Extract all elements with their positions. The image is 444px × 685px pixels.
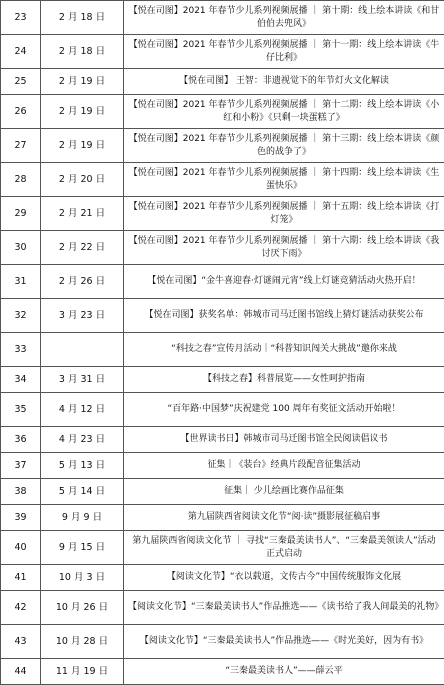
row-number-cell: 28 [1,163,41,197]
row-content-cell: 第九届陕西省阅读文化节 ｜ 寻找“三秦最美读书人”、“三秦最美领读人”活动正式启动 [124,531,444,565]
row-date-cell: 4 月 23 日 [41,427,124,453]
row-number-cell: 41 [1,565,41,591]
row-date-cell [41,333,124,367]
table-row [1,591,444,625]
row-content-cell: 【阅读文化节】“三秦最美读书人”作品推选——《读书给了我人间最美的礼物》 [124,591,444,625]
row-number-cell: 24 [1,35,41,69]
row-date-cell: 2 月 20 日 [41,163,124,197]
row-date-cell: 2 月 26 日 [41,265,124,299]
row-date-cell: 2 月 18 日 [41,35,124,69]
row-content-cell: 【悦在司图】2021 年春节少儿系列视频展播 ｜ 第十三期：线上绘本讲读《颜色的战争了》 [124,129,444,163]
row-number-cell: 34 [1,367,41,393]
row-number-cell: 35 [1,393,41,427]
table-row [1,1,444,35]
row-content-cell: 【悦在司图】2021 年春节少儿系列视频展播 ｜ 第十五期：线上绘本讲读《打灯笼》 [124,197,444,231]
row-date-cell: 2 月 22 日 [41,231,124,265]
row-number-cell: 31 [1,265,41,299]
row-content-cell: 【悦在司图】“金牛喜迎春·灯谜闹元宵”线上灯谜竞猜活动火热开启！ [124,265,444,299]
row-content-cell: 【悦在司图】2021 年春节少儿系列视频展播 ｜ 第十四期：线上绘本讲读《生蛋快乐》 [124,163,444,197]
table-row [1,265,444,299]
row-date-cell: 9 月 9 日 [41,505,124,531]
table-row [1,453,444,479]
row-date-cell: 2 月 21 日 [41,197,124,231]
table-row [1,163,444,197]
table-row [1,479,444,505]
row-content-cell: “科技之春”宣传月活动｜“科普知识闯关大挑战”邀你来战 [124,333,444,367]
row-content-cell: 【悦在司图】2021 年春节少儿系列视频展播 ｜ 第十期：线上绘本讲读《和甘伯伯去兜风》 [124,1,444,35]
row-date-cell: 10 月 26 日 [41,591,124,625]
table-row [1,427,444,453]
row-date-cell: 11 月 19 日 [41,659,124,685]
table-row [1,35,444,69]
table-row [1,129,444,163]
row-number-cell: 36 [1,427,41,453]
row-number-cell: 32 [1,299,41,333]
row-content-cell: 【阅读文化节】“衣以载道，文传古今”中国传统服饰文化展 [124,565,444,591]
row-number-cell: 23 [1,1,41,35]
table-row [1,95,444,129]
row-content-cell: 【阅读文化节】“三秦最美读书人”作品推选——《时光美好，因为有书》 [124,625,444,659]
row-number-cell: 29 [1,197,41,231]
row-date-cell: 3 月 23 日 [41,299,124,333]
row-number-cell: 27 [1,129,41,163]
row-number-cell: 39 [1,505,41,531]
table-row [1,367,444,393]
table-row [1,393,444,427]
table-row [1,505,444,531]
row-date-cell: 5 月 14 日 [41,479,124,505]
row-number-cell: 44 [1,659,41,685]
row-date-cell: 9 月 15 日 [41,531,124,565]
row-number-cell: 40 [1,531,41,565]
table-row [1,69,444,95]
table-row [1,333,444,367]
row-number-cell: 37 [1,453,41,479]
row-number-cell: 25 [1,69,41,95]
row-number-cell: 38 [1,479,41,505]
row-content-cell: 征集｜ 少儿绘画比赛作品征集 [124,479,444,505]
row-date-cell: 2 月 19 日 [41,95,124,129]
row-date-cell: 4 月 12 日 [41,393,124,427]
row-number-cell: 30 [1,231,41,265]
row-number-cell: 43 [1,625,41,659]
row-content-cell: “三秦最美读书人”——薛云平 [124,659,444,685]
table-body [1,1,444,685]
table-row [1,531,444,565]
table-row [1,197,444,231]
row-content-cell: 【悦在司图】2021 年春节少儿系列视频展播 ｜ 第十六期：线上绘本讲读《我讨厌下雨》 [124,231,444,265]
row-date-cell: 2 月 19 日 [41,69,124,95]
row-content-cell: 征集｜《装台》经典片段配音征集活动 [124,453,444,479]
row-date-cell: 3 月 31 日 [41,367,124,393]
table-row [1,659,444,685]
table-row [1,625,444,659]
row-content-cell: 【科技之春】科普展览——女性呵护指南 [124,367,444,393]
row-content-cell: 【悦在司图】获奖名单：韩城市司马迁图书馆线上猜灯谜活动获奖公布 [124,299,444,333]
row-number-cell: 42 [1,591,41,625]
row-number-cell: 33 [1,333,41,367]
row-content-cell: 【世界读书日】韩城市司马迁图书馆全民阅读倡议书 [124,427,444,453]
row-content-cell: 【悦在司图】2021 年春节少儿系列视频展播 ｜ 第十一期：线上绘本讲读《牛仔比利》 [124,35,444,69]
row-content-cell: “百年路·中国梦”庆祝建党 100 周年有奖征文活动开始啦！ [124,393,444,427]
table-row [1,565,444,591]
row-date-cell: 10 月 3 日 [41,565,124,591]
row-content-cell: 【悦在司图】2021 年春节少儿系列视频展播 ｜ 第十二期：线上绘本讲读《小红和小粉》《只剩一块蛋糕了》 [124,95,444,129]
row-date-cell: 2 月 18 日 [41,1,124,35]
table-row [1,299,444,333]
row-date-cell: 10 月 28 日 [41,625,124,659]
table-row [1,231,444,265]
row-content-cell: 【悦在司图】 王智：非遗视觉下的年节灯火文化解读 [124,69,444,95]
row-date-cell: 5 月 13 日 [41,453,124,479]
row-number-cell: 26 [1,95,41,129]
row-content-cell: 第九届陕西省阅读文化节“阅·读”摄影展征稿启事 [124,505,444,531]
row-date-cell: 2 月 19 日 [41,129,124,163]
